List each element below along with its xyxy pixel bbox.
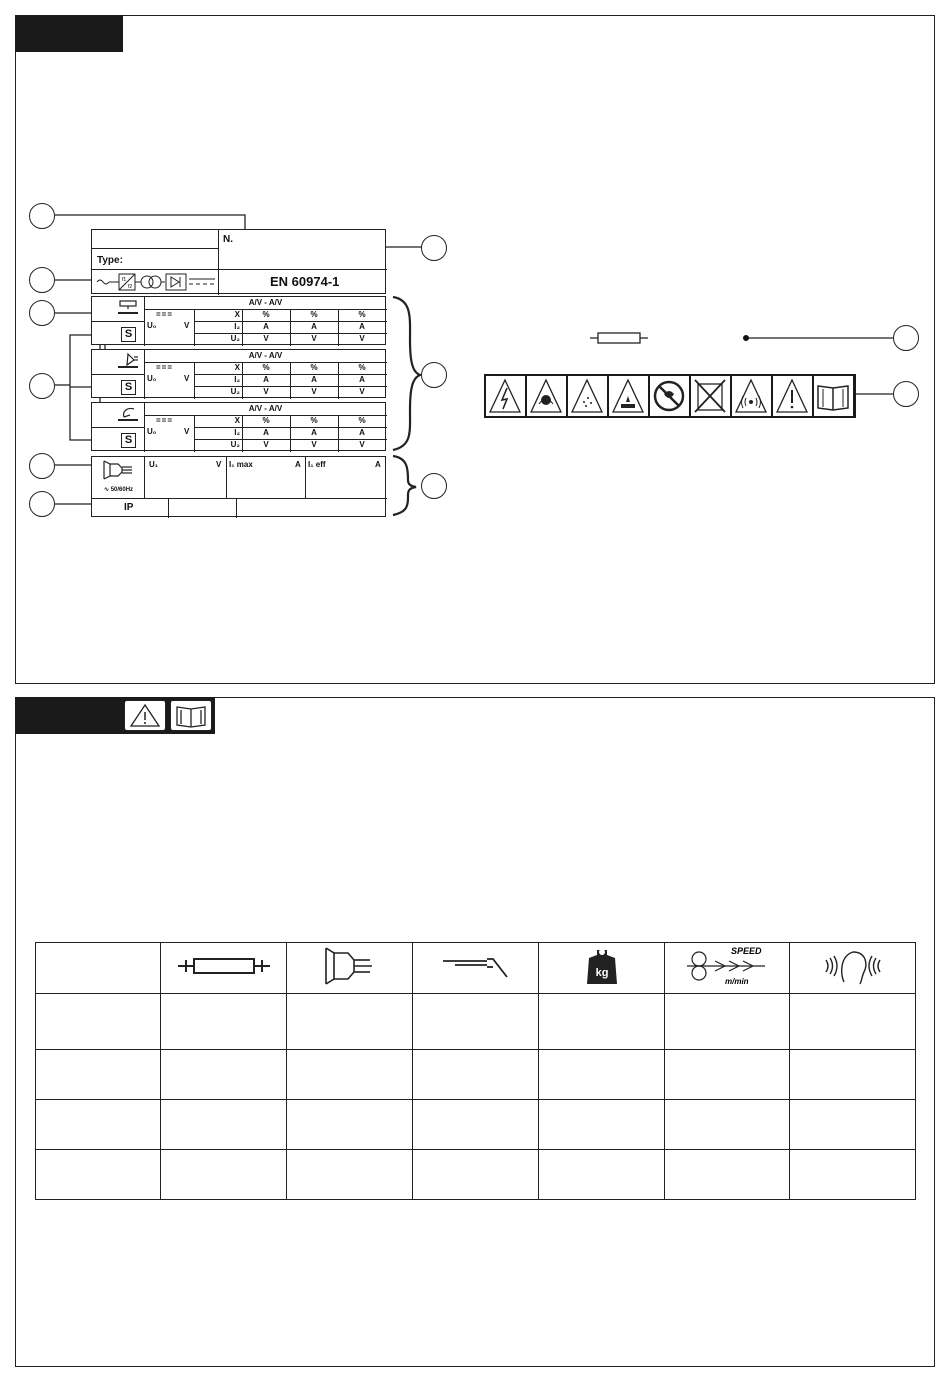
table-cell [161, 1100, 287, 1150]
callout-circle [421, 473, 447, 499]
specs-table [35, 942, 916, 1200]
weight-icon [585, 946, 619, 986]
rating-cell: % [310, 363, 318, 372]
table-cell [287, 1050, 413, 1100]
header-fuse [161, 943, 287, 994]
cable-icon [441, 951, 511, 981]
rating-cell: U₂ [230, 334, 240, 343]
rating-cell: % [358, 416, 366, 425]
callout-circle [29, 373, 55, 399]
torch-icon [114, 405, 142, 428]
supply-block [91, 456, 386, 517]
table-cell [539, 1150, 665, 1200]
table-header-row [36, 943, 916, 994]
noise-icon [818, 944, 888, 988]
svg-text:f1: f1 [122, 277, 127, 283]
fuse-icon [176, 955, 272, 977]
dc-mark: === [156, 416, 174, 425]
torch-icon [114, 299, 142, 322]
table-cell [665, 1150, 790, 1200]
rating-cell: U₂ [230, 440, 240, 449]
table-cell [413, 1150, 539, 1200]
table-cell [665, 994, 790, 1050]
no-disposal-icon [691, 376, 730, 416]
callout-circle [29, 203, 55, 229]
section-header: A/V - A/V [248, 298, 283, 307]
rating-cell: V [263, 334, 269, 343]
table-cell [36, 1150, 161, 1200]
callout-circle [421, 362, 447, 388]
u0-unit: V [184, 321, 190, 330]
electric-shock-icon [486, 376, 525, 416]
table-cell [790, 1050, 916, 1100]
table-row [36, 994, 916, 1050]
header-noise [790, 943, 916, 994]
table-cell [161, 1150, 287, 1200]
table-cell [36, 1100, 161, 1150]
rating-cell: A [311, 428, 317, 437]
i1eff-label: I₁ eff [308, 460, 326, 469]
table-cell [287, 1100, 413, 1150]
u0-label: U₀ [147, 321, 157, 330]
rating-cell: % [358, 310, 366, 319]
caution-icon [124, 700, 166, 731]
rating-cell: A [263, 322, 269, 331]
welding-section [91, 296, 386, 345]
table-cell [665, 1100, 790, 1150]
callout-dot [743, 335, 749, 341]
i1eff-unit: A [375, 460, 381, 469]
table-cell [413, 1100, 539, 1150]
u0-label: U₀ [147, 427, 157, 436]
table-cell [161, 994, 287, 1050]
table-cell [539, 994, 665, 1050]
fuse-icon [588, 330, 650, 346]
header-plug [287, 943, 413, 994]
rating-cell: V [311, 440, 317, 449]
rating-cell: % [262, 363, 270, 372]
callout-circle [29, 267, 55, 293]
read-manual-icon [814, 376, 853, 416]
table-cell [790, 994, 916, 1050]
sparks-icon [568, 376, 607, 416]
table-cell [287, 994, 413, 1050]
table-cell [539, 1100, 665, 1150]
section-header: A/V - A/V [248, 351, 283, 360]
rating-cell: V [263, 387, 269, 396]
s-mark: S [121, 433, 136, 448]
callout-circle [421, 235, 447, 261]
nameplate-header [91, 229, 386, 294]
table-cell [36, 994, 161, 1050]
read-manual-icon [170, 700, 212, 731]
number-label: N. [223, 234, 233, 245]
callout-circle [893, 381, 919, 407]
weight-unit: kg [595, 966, 608, 979]
svg-text:f2: f2 [128, 284, 133, 290]
rating-cell: U₂ [230, 387, 240, 396]
radiation-icon [732, 376, 771, 416]
table-cell [790, 1100, 916, 1150]
torch-icon [114, 352, 142, 375]
callout-circle [29, 453, 55, 479]
speed-unit: m/min [725, 976, 749, 986]
table-cell [287, 1150, 413, 1200]
supply-frequency: ∿ 50/60Hz [104, 487, 134, 493]
s-mark: S [121, 327, 136, 342]
warning-icons-strip [484, 374, 856, 418]
u1-unit: V [216, 460, 222, 469]
table-cell [413, 994, 539, 1050]
s-mark: S [121, 380, 136, 395]
rating-cell: A [311, 322, 317, 331]
rating-cell: V [311, 334, 317, 343]
callout-circle [29, 491, 55, 517]
no-pacemaker-icon [650, 376, 689, 416]
rating-cell: A [311, 375, 317, 384]
table-cell [790, 1150, 916, 1200]
callout-circle [29, 300, 55, 326]
header-cell [36, 943, 161, 994]
u0-unit: V [184, 427, 190, 436]
rating-cell: % [310, 310, 318, 319]
header-weight [539, 943, 665, 994]
header-speed [665, 943, 790, 994]
dc-mark: === [156, 310, 174, 319]
table-cell [161, 1050, 287, 1100]
rating-cell: X [234, 416, 240, 425]
u0-unit: V [184, 374, 190, 383]
speed-label: SPEED [731, 945, 762, 956]
power-source-symbols-icon [95, 271, 217, 293]
caution-icon [773, 376, 812, 416]
ip-label: IP [124, 502, 134, 513]
table-row [36, 1050, 916, 1100]
rating-cell: A [359, 428, 365, 437]
rating-cell: % [310, 416, 318, 425]
dc-mark: === [156, 363, 174, 372]
u0-label: U₀ [147, 374, 157, 383]
i1max-label: I₁ max [229, 460, 253, 469]
plug-icon [100, 459, 136, 481]
rating-cell: % [262, 310, 270, 319]
welding-section [91, 402, 386, 451]
table-row [36, 1100, 916, 1150]
rating-cell: X [234, 310, 240, 319]
section-header: A/V - A/V [248, 404, 283, 413]
rating-cell: V [359, 334, 365, 343]
table-cell [36, 1050, 161, 1100]
u1-label: U₁ [149, 460, 159, 469]
table-row [36, 1150, 916, 1200]
rating-cell: A [359, 322, 365, 331]
rating-cell: A [359, 375, 365, 384]
table-cell [413, 1050, 539, 1100]
rating-cell: I₂ [234, 322, 240, 331]
wire-speed-icon [685, 944, 769, 988]
rating-cell: % [358, 363, 366, 372]
rating-cell: V [359, 440, 365, 449]
fumes-icon [527, 376, 566, 416]
callout-circle [893, 325, 919, 351]
burn-icon [609, 376, 648, 416]
rating-cell: V [263, 440, 269, 449]
type-label: Type: [97, 255, 123, 266]
i1max-unit: A [295, 460, 301, 469]
table-cell [539, 1050, 665, 1100]
rating-cell: A [263, 428, 269, 437]
rating-cell: % [262, 416, 270, 425]
rating-cell: V [311, 387, 317, 396]
rating-cell: I₂ [234, 428, 240, 437]
header-cable [413, 943, 539, 994]
rating-cell: X [234, 363, 240, 372]
rating-cell: A [263, 375, 269, 384]
rating-cell: V [359, 387, 365, 396]
welding-section [91, 349, 386, 398]
standard-label: EN 60974-1 [270, 274, 340, 289]
table-cell [665, 1050, 790, 1100]
plug-icon [320, 944, 380, 988]
rating-cell: I₂ [234, 375, 240, 384]
